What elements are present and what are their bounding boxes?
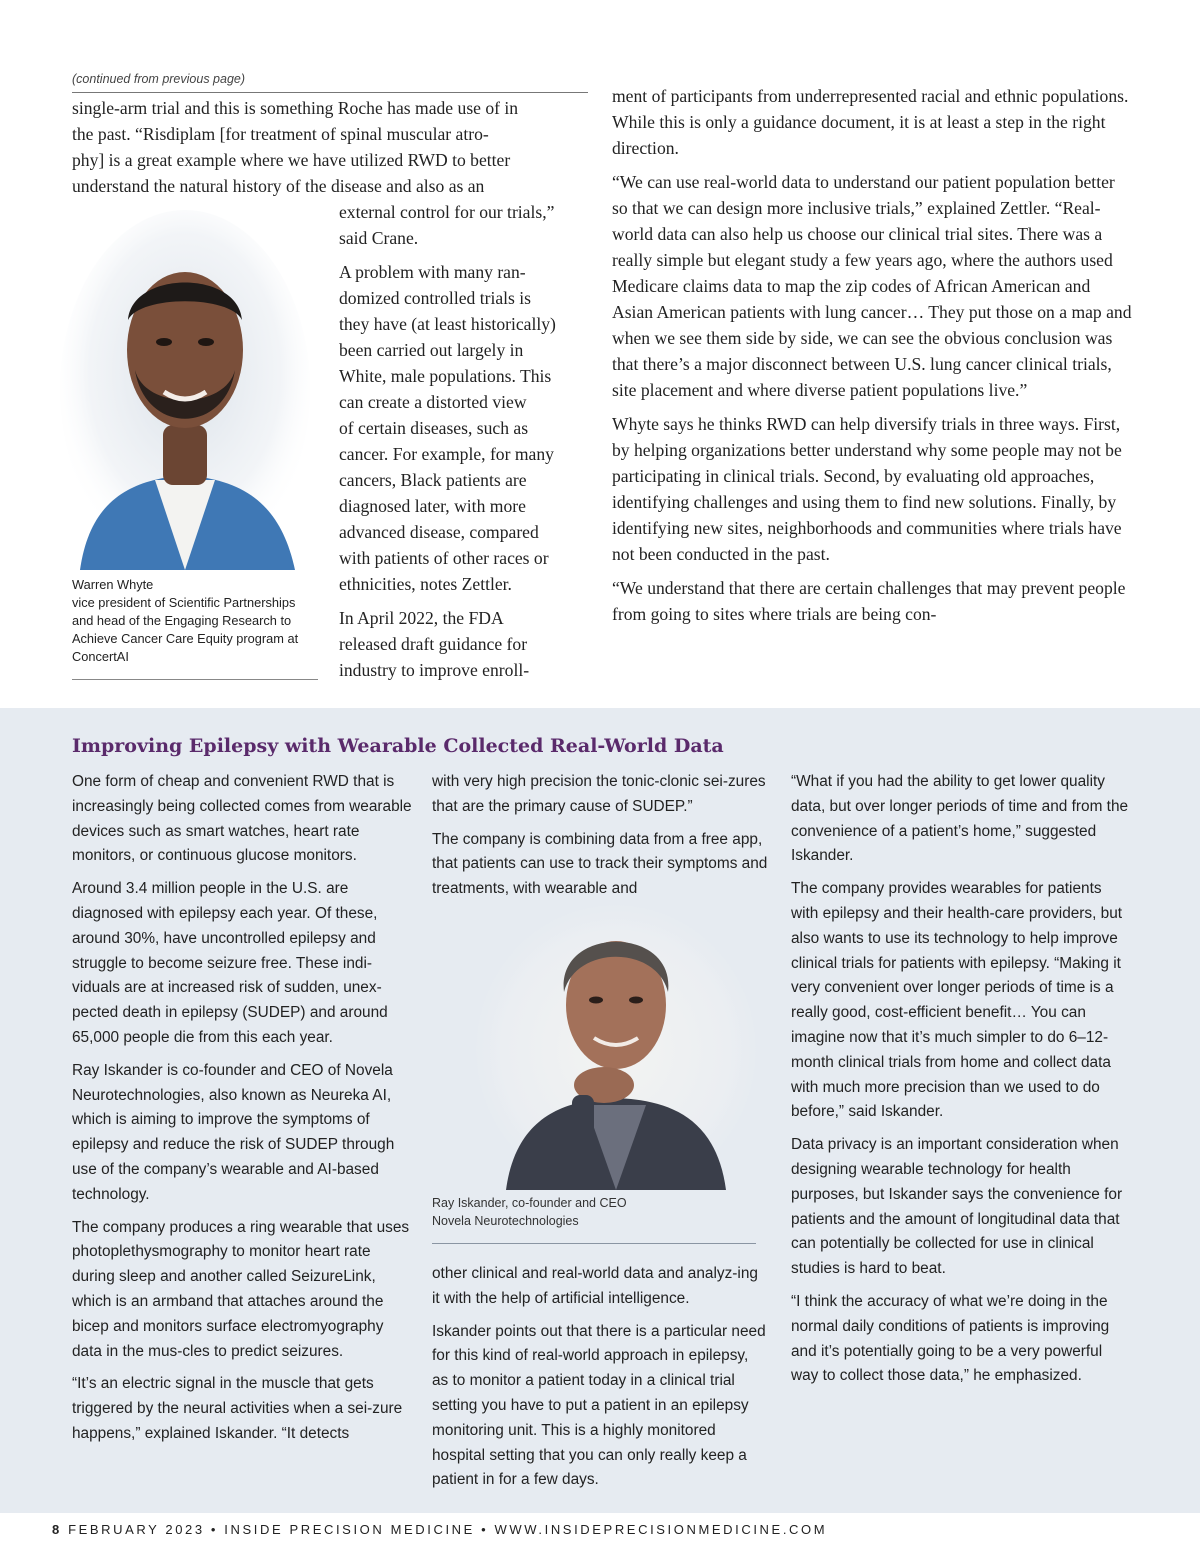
- caption-line: ConcertAI: [72, 649, 129, 664]
- paragraph: The company produces a ring wearable that uses photoplethysmography to monitor heart rate during sleep and another called SeizureLink, which is an armband that attaches around the bicep and monitors surface electromyography data in the mus-cles to predict seizures.: [72, 1218, 410, 1360]
- text-line: industry to improve enroll-: [339, 660, 530, 680]
- divider: [432, 1243, 756, 1244]
- text-line: can create a distorted view: [339, 392, 527, 412]
- paragraph: Data privacy is an important consideration when designing wearable technology for health purposes, but Iskander says the convenience for patients and the amount of longitudinal data that can potentially be collected for use in clinical studies is hard to beat.: [791, 1136, 1123, 1278]
- paragraph: The company is combining data from a free app, that patients can use to track their symptoms and treatments, with wearable and: [432, 830, 768, 898]
- divider: [72, 92, 588, 93]
- text-line: external control for our trials,”: [339, 202, 555, 222]
- footer-text: FEBRUARY 2023 • INSIDE PRECISION MEDICINE • WWW.INSIDEPRECISIONMEDICINE.COM: [68, 1522, 828, 1537]
- paragraph: ment of participants from underrepresented racial and ethnic populations. While this is only a guidance document, it is at least a step in the right direction.: [612, 86, 1129, 158]
- continued-note: (continued from previous page): [72, 72, 246, 86]
- paragraph: “It’s an electric signal in the muscle that gets triggered by the neural activities when a sei-zure happens,” explained Iskander. “It detects: [72, 1375, 403, 1442]
- page-footer: [52, 1522, 827, 1537]
- paragraph: The company provides wearables for patients with epilepsy and their health-care providers, but also wants to use its technology to help improve clinical trials for patients with epilepsy. “Making it very convenient over longer periods of time is a really good, cost-efficient benefit… You can imagine now that it’s much simpler to do 6–12-month clinical trials from home and collect data with much more precision than we used to do before,” said Iskander.: [791, 880, 1123, 1121]
- sidebar-col3: [791, 770, 1133, 1397]
- paragraph: Iskander points out that there is a particular need for this kind of real-world approach in epilepsy, as to monitor a patient today in a clinical trial setting you have to put a patient in an epilepsy monitoring unit. This is a highly monitored hospital setting that you can only really keep a patient in for a few days.: [432, 1322, 766, 1489]
- sidebar-col1: [72, 770, 412, 1455]
- text-line: released draft guidance for: [339, 634, 528, 654]
- paragraph: One form of cheap and convenient RWD that is increasingly being collected comes from wearable devices such as smart watches, heart rate monitors, or continuous glucose monitors.: [72, 773, 412, 865]
- text-line: diagnosed later, with more: [339, 496, 526, 516]
- paragraph: other clinical and real-world data and analyz-ing it with the help of artificial intelligence.: [432, 1265, 758, 1307]
- text-line: the past. “Risdiplam [for treatment of spinal muscular atro-: [72, 124, 489, 144]
- caption-line: vice president of Scientific Partnerships: [72, 595, 296, 610]
- text-line: they have (at least historically): [339, 314, 556, 334]
- caption-line: and head of the Engaging Research to: [72, 613, 292, 628]
- portrait-warren-whyte: [60, 200, 310, 570]
- sidebar-col2-bottom: [432, 1262, 767, 1501]
- text-line: advanced disease, compared: [339, 522, 539, 542]
- text-line: ethnicities, notes Zettler.: [339, 574, 512, 594]
- caption-name: Warren Whyte: [72, 577, 154, 592]
- paragraph: “I think the accuracy of what we’re doing in the normal daily conditions of patients is improving and it’s potentially going to be a very powerful way to collect those data,” he emphasized.: [791, 1292, 1110, 1385]
- paragraph: Whyte says he thinks RWD can help diversify trials in three ways. First, by helping organizations better understand why some people may not be participating in clinical trials. Second, by evaluating old approaches, identifying challenges and using them to find new solutions. Finally, by identifying new sites, neighborhoods and communities where trials have not been conducted in the past.: [612, 414, 1122, 564]
- portrait-caption: [72, 576, 322, 666]
- text-line: of certain diseases, such as: [339, 418, 529, 438]
- text-line: White, male populations. This: [339, 366, 552, 386]
- text-line: cancer. For example, for many: [339, 444, 554, 464]
- article-col2: [612, 83, 1132, 635]
- paragraph: with very high precision the tonic-clonic sei-zures that are the primary cause of SUDEP.”: [432, 773, 766, 815]
- page-number: 8: [52, 1522, 62, 1537]
- paragraph: “We can use real-world data to understand our patient population better so that we can design more inclusive trials,” explained Zettler. “Real-world data can also help us choose our clinical trial sites. There was a really simple but elegant study a few years ago, where the authors used Medicare claims data to map the zip codes of African American and Asian American patients with lung cancer… They put those on a map and when we see them side by side, we can see the obvious conclusion was that there’s a major disconnect between U.S. lung cancer clinical trials, site placement and where diverse patient populations live.”: [612, 172, 1132, 400]
- paragraph: “We understand that there are certain challenges that may prevent people from going to sites where trials are being con-: [612, 578, 1126, 624]
- text-line: with patients of other races or: [339, 548, 549, 568]
- portrait-ray-iskander: [476, 900, 756, 1190]
- text-line: been carried out largely in: [339, 340, 524, 360]
- sidebar-col2-top: [432, 770, 772, 910]
- text-line: A problem with many ran-: [339, 262, 526, 282]
- caption-line: Ray Iskander, co-founder and CEO: [432, 1196, 627, 1210]
- text-line: domized controlled trials is: [339, 288, 532, 308]
- paragraph: Ray Iskander is co-founder and CEO of Novela Neurotechnologies, also known as Neureka AI, which is aiming to improve the symptoms of epilepsy and reduce the risk of SUDEP through use of the company’s wearable and AI-based technology.: [72, 1061, 395, 1203]
- sidebar-title: Improving Epilepsy with Wearable Collected Real-World Data: [72, 735, 724, 757]
- text-line: said Crane.: [339, 228, 419, 248]
- text-line: In April 2022, the FDA: [339, 608, 504, 628]
- text-line: cancers, Black patients are: [339, 470, 527, 490]
- text-line: understand the natural history of the disease and also as an: [72, 176, 485, 196]
- text-line: single-arm trial and this is something Roche has made use of in: [72, 98, 519, 118]
- portrait-caption: [432, 1194, 752, 1230]
- caption-line: Novela Neurotechnologies: [432, 1214, 579, 1228]
- paragraph: Around 3.4 million people in the U.S. are diagnosed with epilepsy each year. Of these, around 30%, have uncontrolled epilepsy and struggle to become seizure free. These indi-viduals are at increased risk of sudden, unex-pected death in epilepsy (SUDEP) and around 65,000 people die from this each year.: [72, 880, 388, 1046]
- caption-line: Achieve Cancer Care Equity program at: [72, 631, 299, 646]
- divider: [72, 679, 318, 680]
- paragraph: “What if you had the ability to get lower quality data, but over longer periods of time and from the convenience of a patient’s home,” suggested Iskander.: [791, 773, 1129, 865]
- text-line: phy] is a great example where we have utilized RWD to better: [72, 150, 511, 170]
